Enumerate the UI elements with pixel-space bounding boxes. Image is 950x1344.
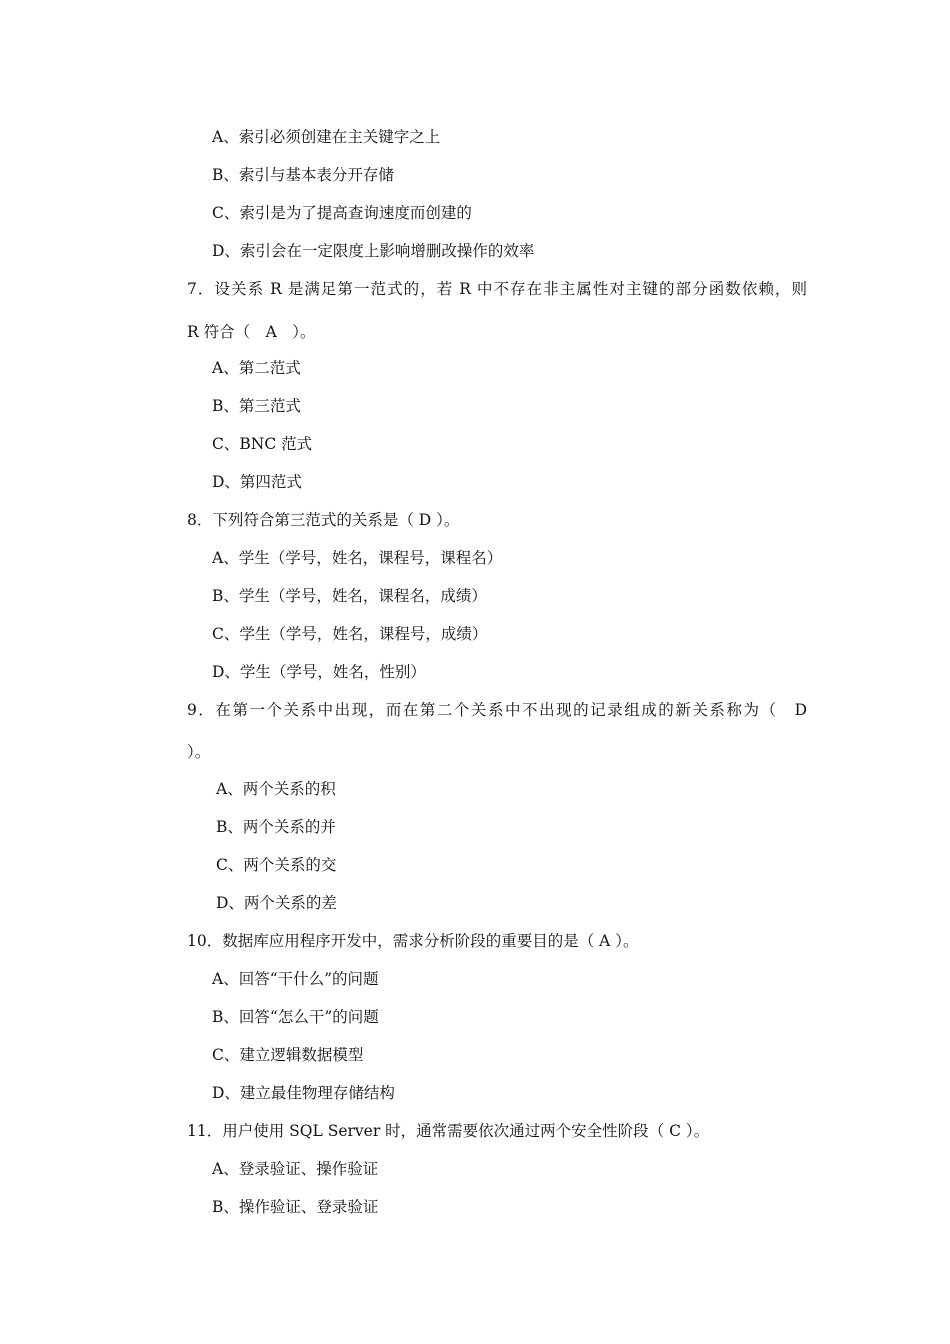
q9-stem-line2: ）。 <box>187 743 211 761</box>
q10-option-c: C、建立逻辑数据模型 <box>212 1046 364 1064</box>
q11-option-b: B、操作验证、登录验证 <box>212 1198 379 1216</box>
q9-option-a: A、两个关系的积 <box>216 780 336 798</box>
q7-option-d: D、第四范式 <box>212 473 302 491</box>
q7-option-c: C、BNC 范式 <box>212 435 313 453</box>
q10-option-b: B、回答“怎么干”的问题 <box>212 1008 379 1026</box>
q7-option-a: A、第二范式 <box>212 359 301 377</box>
q9-option-d: D、两个关系的差 <box>216 894 337 912</box>
q8-option-b: B、学生（学号，姓名，课程名，成绩） <box>212 587 487 605</box>
q7-option-b: B、第三范式 <box>212 397 301 415</box>
q6-option-d: D、索引会在一定限度上影响增删改操作的效率 <box>212 242 535 260</box>
q10-option-d: D、建立最佳物理存储结构 <box>212 1084 395 1102</box>
q8-stem: 8．下列符合第三范式的关系是（ D ）。 <box>187 511 460 529</box>
q7-stem-line2: R 符合（ A ）。 <box>187 323 316 341</box>
q6-option-c: C、索引是为了提高查询速度而创建的 <box>212 204 472 222</box>
q10-stem: 10．数据库应用程序开发中，需求分析阶段的重要目的是（ A ）。 <box>187 932 639 950</box>
q11-option-a: A、登录验证、操作验证 <box>212 1160 379 1178</box>
q8-option-c: C、学生（学号，姓名，课程号，成绩） <box>212 625 488 643</box>
q6-option-a: A、索引必须创建在主关键字之上 <box>212 128 441 146</box>
q10-option-a: A、回答“干什么”的问题 <box>212 970 379 988</box>
q7-stem-line1: 7．设关系 R 是满足第一范式的，若 R 中不存在非主属性对主键的部分函数依赖，则 <box>187 280 807 298</box>
q6-option-b: B、索引与基本表分开存储 <box>212 166 394 184</box>
q11-stem: 11．用户使用 SQL Server 时，通常需要依次通过两个安全性阶段（ C ）。 <box>187 1122 710 1140</box>
q9-stem-line1: 9．在第一个关系中出现，而在第二个关系中不出现的记录组成的新关系称为（ D <box>187 701 807 719</box>
q8-option-d: D、学生（学号，姓名，性别） <box>212 663 426 681</box>
q8-option-a: A、学生（学号，姓名，课程号，课程名） <box>212 549 503 567</box>
q9-option-b: B、两个关系的并 <box>216 818 336 836</box>
q9-option-c: C、两个关系的交 <box>216 856 337 874</box>
